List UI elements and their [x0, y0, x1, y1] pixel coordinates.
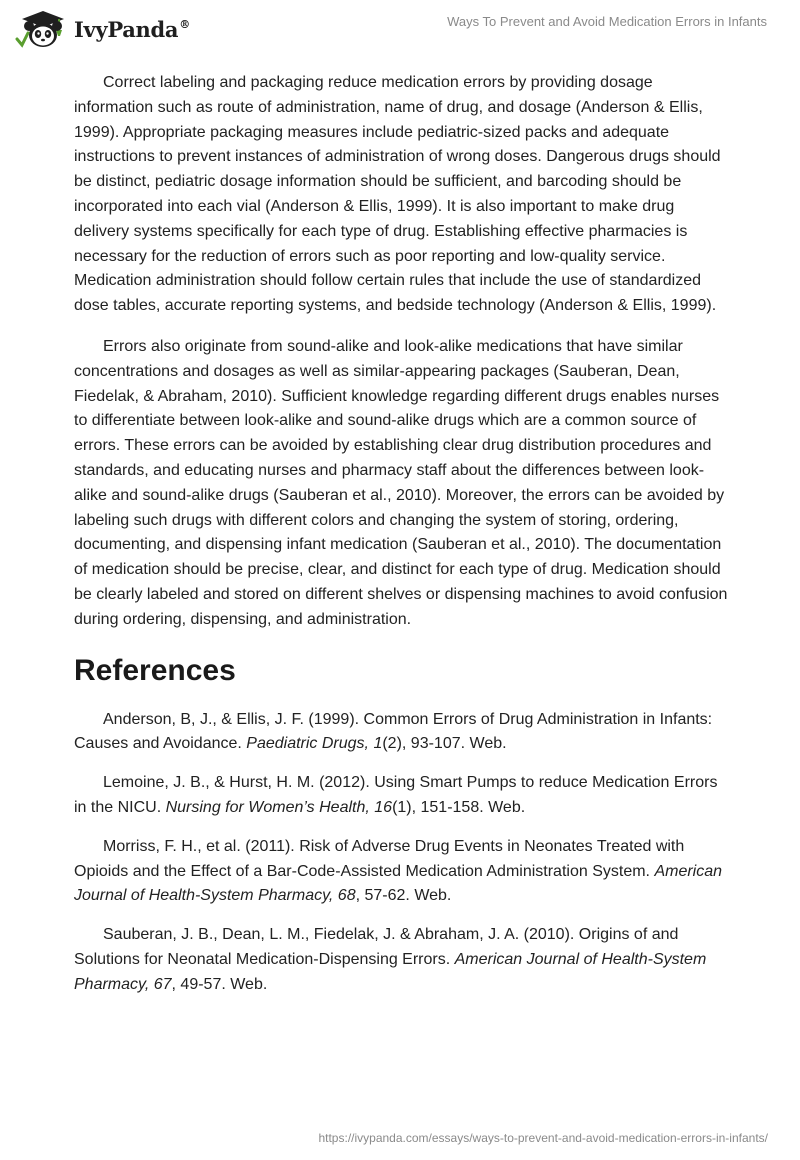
reference-item: Lemoine, J. B., & Hurst, H. M. (2012). Using Smart Pumps to reduce Medication Errors in the NICU. Nursing for Women’s Health, 16(1), 151-158. Web.: [74, 774, 718, 816]
document-title: Ways To Prevent and Avoid Medication Errors in Infants: [447, 14, 767, 29]
essay-content: [74, 71, 728, 1012]
reference-item: Sauberan, J. B., Dean, L. M., Fiedelak, J. & Abraham, J. A. (2010). Origins of and Solutions for Neonatal Medication-Dispensing Errors. American Journal of Health-System Pharmacy, 67, 49-57. Web.: [74, 926, 707, 993]
reference-item: Anderson, B, J., & Ellis, J. F. (1999). Common Errors of Drug Administration in Infants: Causes and Avoidance. Paediatric Drugs, 1(2), 93-107. Web.: [74, 710, 713, 753]
body-paragraph: Errors also originate from sound-alike and look-alike medications that have similar concentrations and dosages as well as similar-appearing packages (Sauberan, Dean, Fiedelak, & Abraham, 2010). Sufficient knowledge regarding different drugs enables nurses to differentiate between look-alike and sound-alike drugs which are a common source of errors. These errors can be avoided by establishing clear drug distribution procedures and standards, and educating nurses and pharmacy staff about the differences between look-alike and sound-alike drugs (Sauberan et al., 2010). Moreover, the errors can be avoided by labeling such drugs with different colors and changing the system of storing, ordering, documenting, and dispensing infant medication (Sauberan et al., 2010). The documentation of medication should be precise, clear, and distinct for each type of drug. Medication should be clearly labeled and stored on different shelves or dispensing machines to avoid confusion during ordering, dispensing, and administration.: [74, 337, 728, 628]
panda-graduate-icon: [14, 9, 72, 49]
page-header: [0, 0, 800, 60]
source-url-link[interactable]: https://ivypanda.com/essays/ways-to-prevent-and-avoid-medication-errors-in-infants/: [318, 1131, 768, 1145]
body-paragraph: Correct labeling and packaging reduce medication errors by providing dosage information such as route of administration, name of drug, and dosage (Anderson & Ellis, 1999). Appropriate packaging measures include pediatric-sized packs and adequate instructions to prevent instances of administration of wrong doses. Dangerous drugs should be distinct, pediatric dosage information should be sufficient, and barcoding should be incorporated into each vial (Anderson & Ellis, 1999). It is also important to make drug delivery systems specifically for each type of drug. Establishing effective pharmacies is necessary for the reduction of errors such as poor reporting and low-quality service. Medication administration should follow certain rules that include the use of standardized dose tables, accurate reporting systems, and bedside technology (Anderson & Ellis, 1999).: [74, 74, 721, 315]
brand-logo[interactable]: [14, 9, 190, 49]
brand-name: IvyPanda®: [74, 16, 190, 42]
reference-item: Morriss, F. H., et al. (2011). Risk of Adverse Drug Events in Neonates Treated with Opioids and the Effect of a Bar-Code-Assisted Medication Administration System. American Journal of Health-System Pharmacy, 68, 57-62. Web.: [74, 837, 723, 905]
references-heading: References: [74, 653, 236, 687]
